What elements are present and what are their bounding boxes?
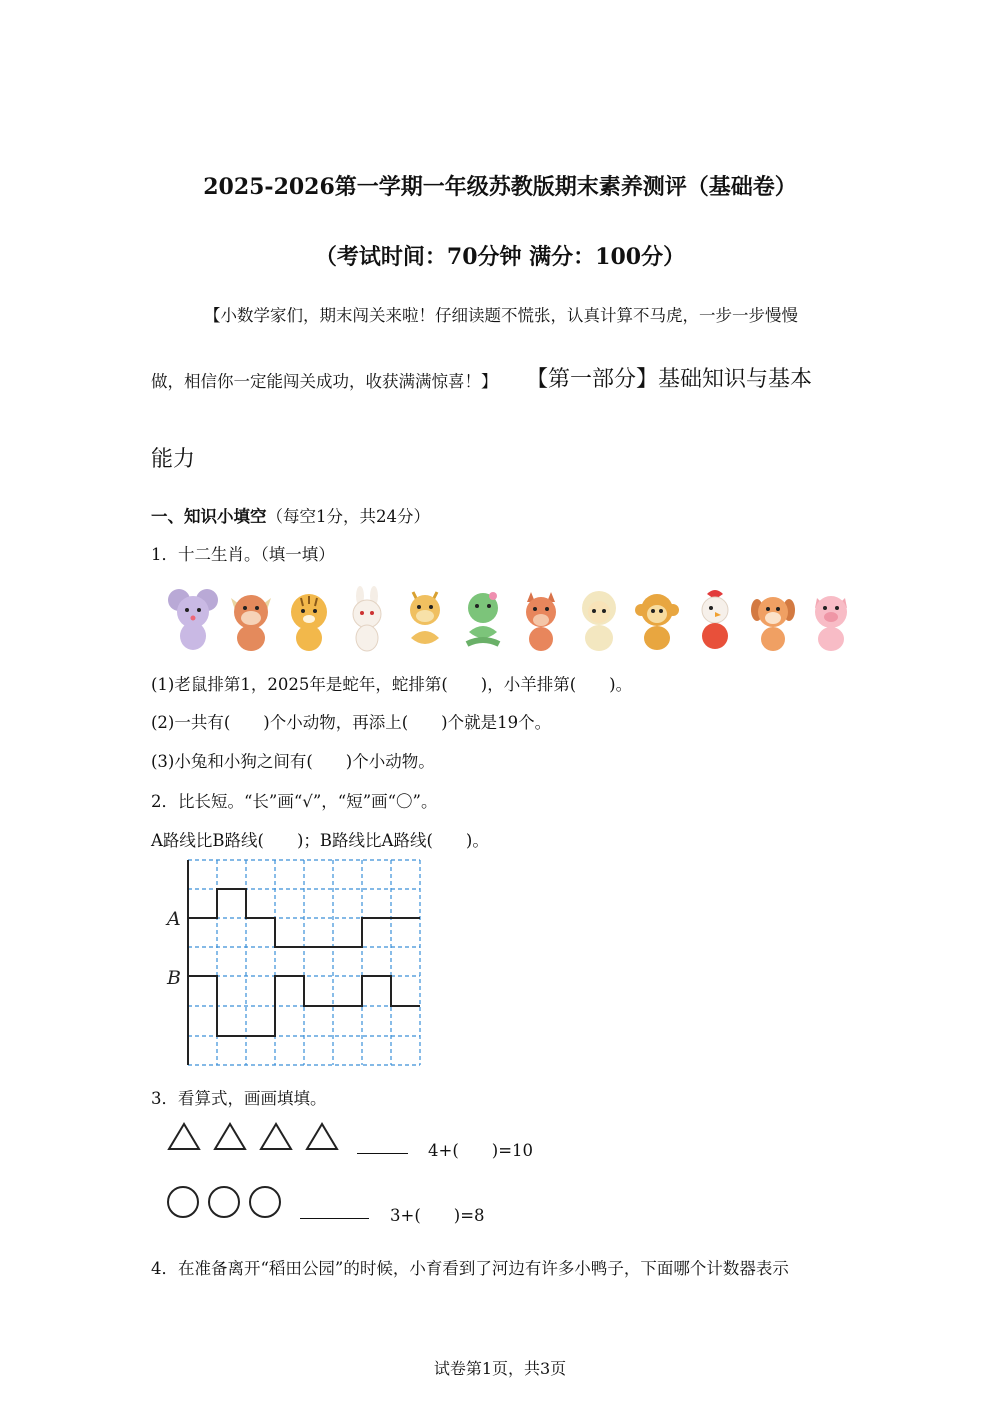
q1-sub1: (1)老鼠排第1，2025年是蛇年，蛇排第( )，小羊排第( )。 xyxy=(151,675,633,694)
triangle-icon xyxy=(307,1124,337,1149)
exam-title: 2025-2026第一学期一年级苏教版期末素养测评（基础卷） xyxy=(203,174,797,200)
q3-equation-1: 4+( )=10 xyxy=(428,1141,534,1160)
pig-icon xyxy=(803,586,859,652)
page-footer: 试卷第1页，共3页 xyxy=(433,1359,567,1378)
dog-icon xyxy=(745,586,801,652)
q2-stem: 2．比长短。“长”画“√”，“短”画“〇”。 xyxy=(151,792,438,811)
section-title: 一、知识小填空 xyxy=(151,507,267,526)
sheep-icon xyxy=(571,586,627,652)
tiger-icon xyxy=(281,586,337,652)
rat-icon xyxy=(165,586,221,652)
horse-icon xyxy=(513,586,569,652)
intro-line-1: 【小数学家们，期末闯关来啦！仔细读题不慌张，认真计算不马虎，一步一步慢慢 xyxy=(204,306,798,325)
grid-dashed-lines xyxy=(188,860,420,1065)
rooster-icon xyxy=(687,586,743,652)
triangle-icon xyxy=(261,1124,291,1149)
dragon-icon xyxy=(397,586,453,652)
q1-stem: 1．十二生肖。（填一填） xyxy=(151,545,335,564)
triangle-icon xyxy=(169,1124,199,1149)
section-score-note: （每空1分，共24分） xyxy=(266,507,430,526)
zodiac-animals xyxy=(165,586,865,654)
triangle-row xyxy=(166,1121,346,1157)
exam-subtitle: （考试时间：70分钟 满分：100分） xyxy=(314,244,686,270)
part-title-cont: 能力 xyxy=(151,447,196,472)
route-grid xyxy=(160,858,430,1073)
q3-draw-blank-2[interactable] xyxy=(300,1218,369,1219)
ox-icon xyxy=(223,586,279,652)
q3-equation-2: 3+( )=8 xyxy=(390,1206,485,1225)
route-a-label: A xyxy=(167,908,181,930)
q4-stem: 4．在准备离开“稻田公园”的时候，小育看到了河边有许多小鸭子，下面哪个计数器表示 xyxy=(151,1259,789,1278)
circle-icon xyxy=(209,1187,239,1217)
circle-icon xyxy=(168,1187,198,1217)
part-title: 【第一部分】基础知识与基本 xyxy=(526,367,813,392)
snake-icon xyxy=(455,586,511,652)
section-heading xyxy=(151,503,430,527)
q1-sub2: (2)一共有( )个小动物，再添上( )个就是19个。 xyxy=(151,713,552,732)
q2-blank-line: A路线比B路线( )；B路线比A路线( )。 xyxy=(151,831,489,850)
rabbit-icon xyxy=(339,586,395,652)
route-b-label: B xyxy=(167,967,181,989)
q3-draw-blank-1[interactable] xyxy=(357,1153,408,1154)
triangle-icon xyxy=(215,1124,245,1149)
intro-line-2: 做，相信你一定能闯关成功，收获满满惊喜！】 xyxy=(151,372,498,391)
monkey-icon xyxy=(629,586,685,652)
circle-icon xyxy=(250,1187,280,1217)
circle-row xyxy=(166,1185,286,1225)
q3-stem: 3．看算式，画画填填。 xyxy=(151,1089,327,1108)
q1-sub3: (3)小兔和小狗之间有( )个小动物。 xyxy=(151,752,435,771)
